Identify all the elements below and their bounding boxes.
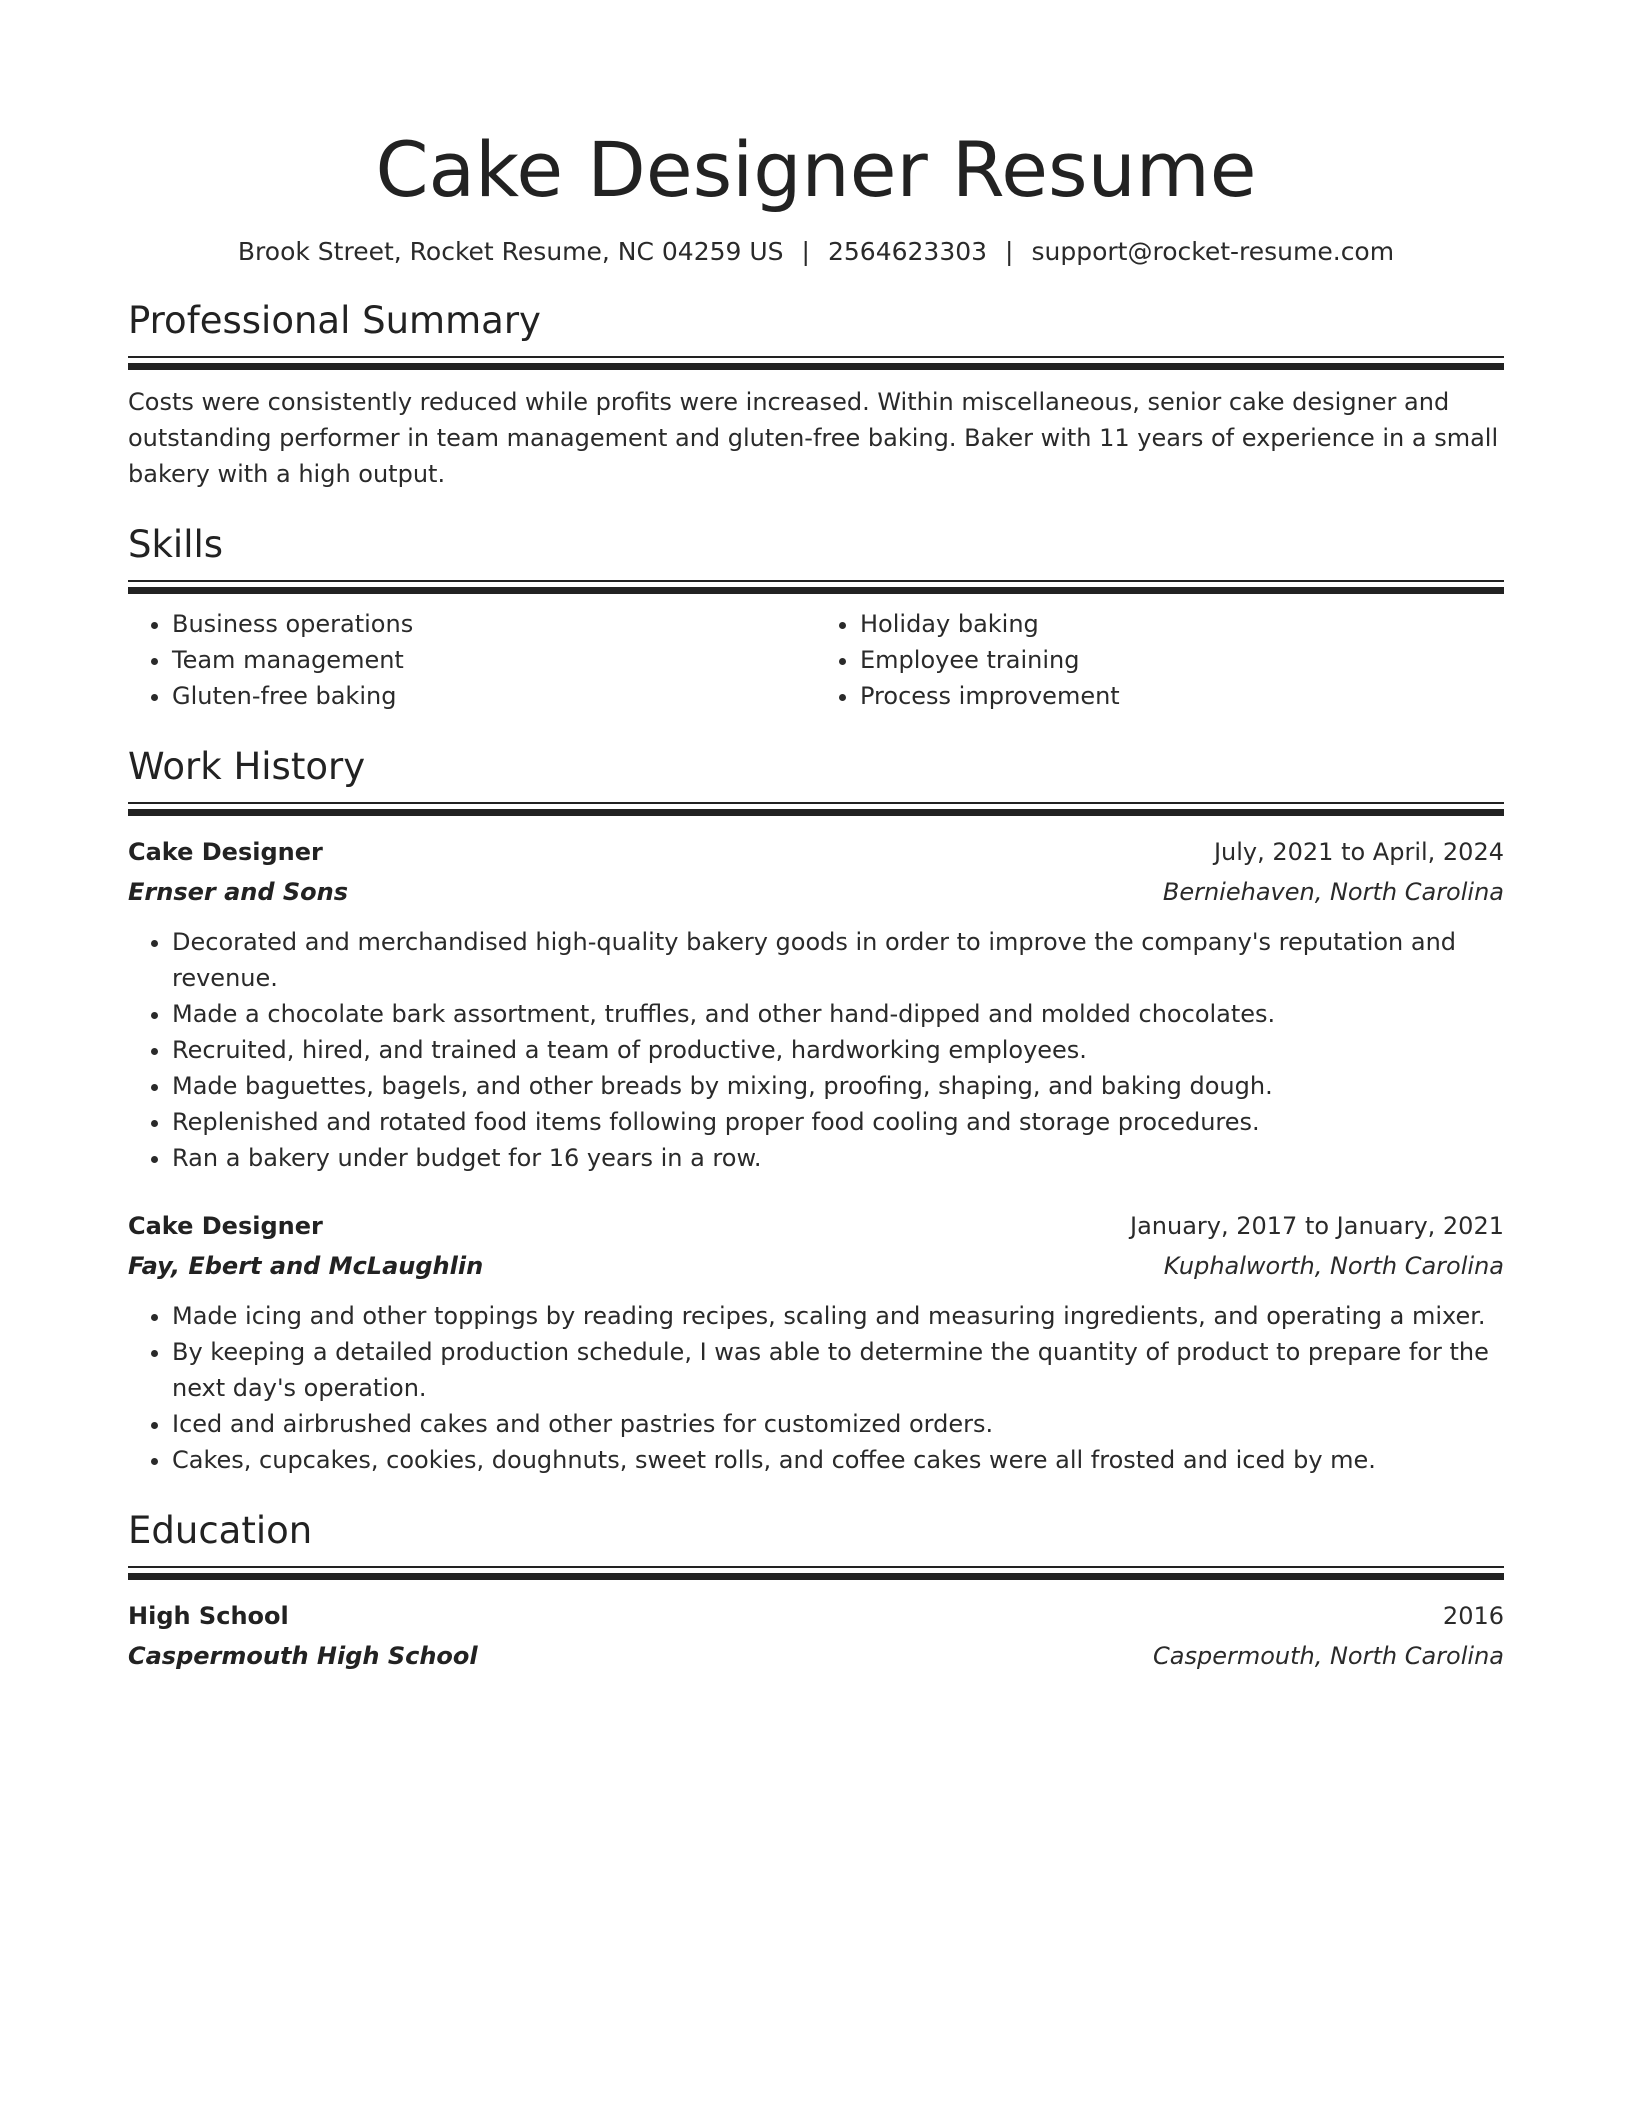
contact-address: Brook Street, Rocket Resume, NC 04259 US: [237, 237, 784, 266]
education-degree: High School: [128, 1602, 289, 1630]
skill-item: • Process improvement: [860, 678, 1504, 714]
summary-heading: Professional Summary: [128, 299, 541, 342]
job-dates: July, 2021 to April, 2024: [1213, 838, 1504, 866]
job-bullet: • Recruited, hired, and trained a team of productive, hardworking employees.: [172, 1032, 1504, 1068]
skill-item: • Employee training: [860, 642, 1504, 678]
job-company: Fay, Ebert and McLaughlin: [128, 1252, 484, 1280]
job-entry: [128, 832, 1504, 1176]
contact-separator: |: [1005, 237, 1014, 266]
skills-section: [128, 522, 1504, 714]
job-location: Kuphalworth, North Carolina: [1163, 1252, 1504, 1280]
job-bullet: • By keeping a detailed production schedule, I was able to determine the quantity of product to prepare for the next day's operation.: [172, 1334, 1504, 1406]
contact-separator: |: [801, 237, 810, 266]
skills-heading: Skills: [128, 523, 224, 566]
skill-item: • Team management: [172, 642, 816, 678]
skills-column-right: [816, 606, 1504, 714]
job-header-row: [128, 1206, 1504, 1246]
job-bullet: • Cakes, cupcakes, cookies, doughnuts, sweet rolls, and coffee cakes were all frosted and iced by me.: [172, 1442, 1504, 1478]
job-bullets: [128, 924, 1504, 1176]
job-bullet: • Made baguettes, bagels, and other breads by mixing, proofing, shaping, and baking dough.: [172, 1068, 1504, 1104]
job-bullet: • Ran a bakery under budget for 16 years in a row.: [172, 1140, 1504, 1176]
job-bullet: • Replenished and rotated food items following proper food cooling and storage procedures.: [172, 1104, 1504, 1140]
job-bullets: [128, 1298, 1504, 1478]
job-title: Cake Designer: [128, 838, 323, 866]
contact-line: [128, 236, 1504, 268]
education-location: Caspermouth, North Carolina: [1152, 1642, 1504, 1670]
contact-phone: 2564623303: [827, 237, 988, 266]
job-title: Cake Designer: [128, 1212, 323, 1240]
skill-item: • Business operations: [172, 606, 816, 642]
work-history-section: [128, 744, 1504, 1478]
education-school: Caspermouth High School: [128, 1642, 478, 1670]
education-entry: [128, 1596, 1504, 1676]
skill-item: • Holiday baking: [860, 606, 1504, 642]
job-company: Ernser and Sons: [128, 878, 349, 906]
summary-text: Costs were consistently reduced while profits were increased. Within miscellaneous, senior cake designer and outstanding performer in team management and gluten-free baking. Baker with 11 years of experience in a small bakery with a high output.: [128, 388, 1499, 488]
work-history-heading: Work History: [128, 745, 366, 788]
section-divider: [128, 356, 1504, 370]
section-divider: [128, 580, 1504, 594]
job-entry: [128, 1206, 1504, 1478]
job-company-row: [128, 872, 1504, 912]
education-heading: Education: [128, 1509, 313, 1552]
section-divider: [128, 1566, 1504, 1580]
skills-column-left: [128, 606, 816, 714]
job-header-row: [128, 832, 1504, 872]
job-bullet: • Made icing and other toppings by reading recipes, scaling and measuring ingredients, and operating a mixer.: [172, 1298, 1504, 1334]
resume-title: Cake Designer Resume: [375, 125, 1257, 214]
education-year: 2016: [1442, 1602, 1504, 1630]
education-header-row: [128, 1596, 1504, 1636]
contact-email: support@rocket-resume.com: [1031, 237, 1395, 266]
job-bullet: • Decorated and merchandised high-quality bakery goods in order to improve the company's reputation and revenue.: [172, 924, 1504, 996]
skills-list: [128, 606, 1504, 714]
skill-item: • Gluten-free baking: [172, 678, 816, 714]
education-section: [128, 1508, 1504, 1676]
section-divider: [128, 802, 1504, 816]
job-location: Berniehaven, North Carolina: [1162, 878, 1504, 906]
job-bullet: • Iced and airbrushed cakes and other pastries for customized orders.: [172, 1406, 1504, 1442]
education-school-row: [128, 1636, 1504, 1676]
job-company-row: [128, 1246, 1504, 1286]
job-bullet: • Made a chocolate bark assortment, truffles, and other hand-dipped and molded chocolates.: [172, 996, 1504, 1032]
job-dates: January, 2017 to January, 2021: [1130, 1212, 1504, 1240]
summary-section: [128, 298, 1504, 492]
